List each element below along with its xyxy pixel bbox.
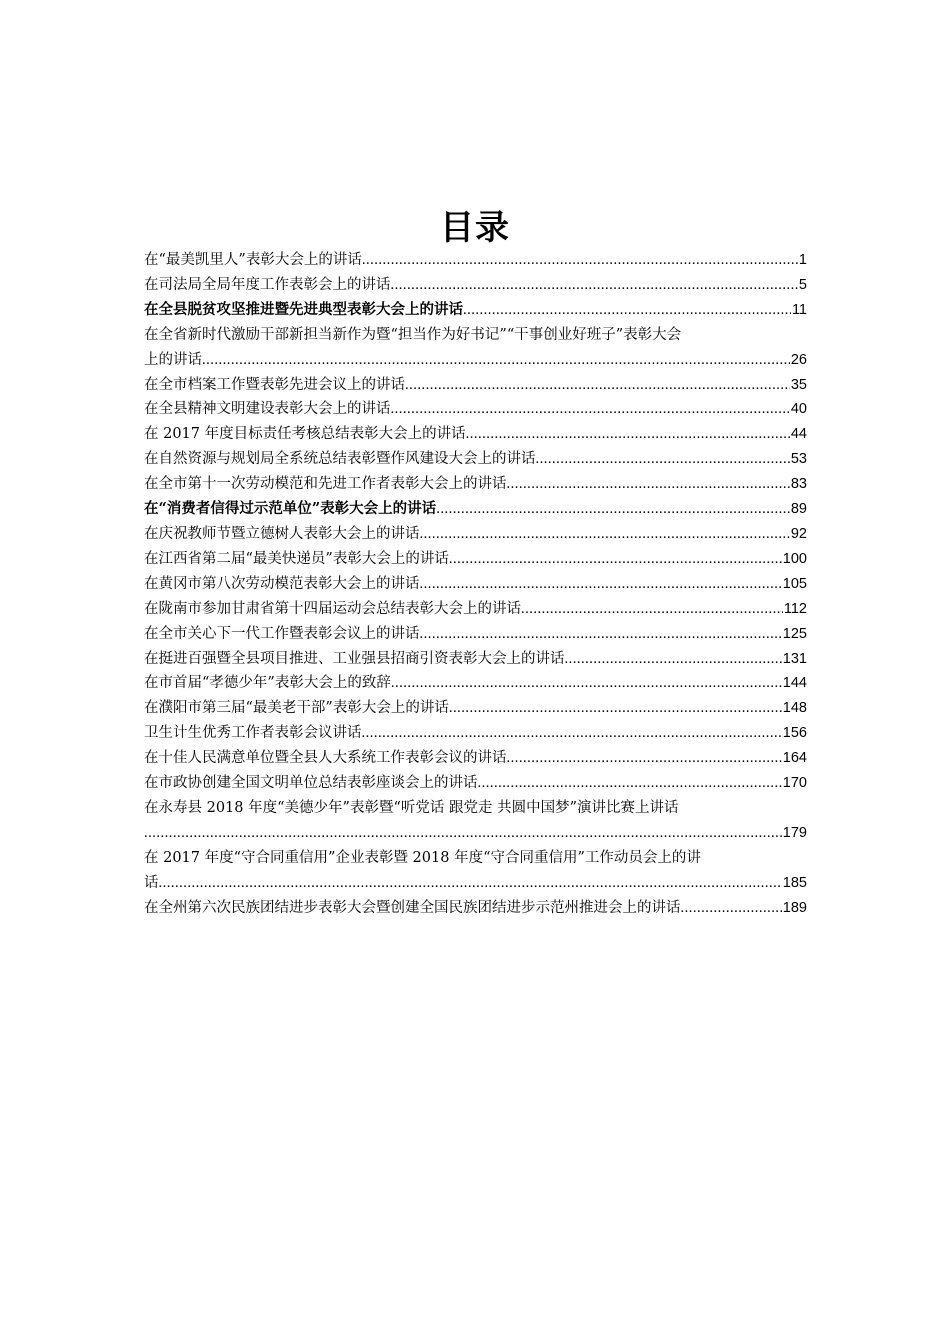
toc-entry[interactable] xyxy=(144,721,807,746)
toc-entry-title: 在“最美凯里人”表彰大会上的讲话 xyxy=(144,252,362,268)
dot-leader xyxy=(391,273,798,298)
toc-entry-title: 在十佳人民满意单位暨全县人大系统工作表彰会议的讲话 xyxy=(144,750,507,767)
toc-entry-row xyxy=(144,572,807,597)
toc-entry-row xyxy=(144,871,807,896)
toc-entry-row xyxy=(144,647,807,672)
toc-entry-title: 话 xyxy=(144,874,159,891)
toc-entry-title: 在全市关心下一代工作暨表彰会议上的讲话 xyxy=(144,625,420,642)
toc-entry[interactable] xyxy=(144,472,807,497)
dot-leader xyxy=(144,821,782,846)
dot-leader xyxy=(463,298,791,323)
dot-leader xyxy=(565,647,782,672)
toc-entry[interactable] xyxy=(144,771,807,796)
toc-entry[interactable] xyxy=(144,422,807,447)
dot-leader xyxy=(681,896,782,921)
toc-entry-row xyxy=(144,671,807,696)
toc-entry[interactable] xyxy=(144,572,807,597)
toc-entry-page-number: 125 xyxy=(782,625,807,642)
toc-entry[interactable] xyxy=(144,323,807,373)
toc-entry-row xyxy=(144,746,807,771)
toc-entry[interactable] xyxy=(144,447,807,472)
toc-entry-row xyxy=(144,771,807,796)
toc-entry-row xyxy=(144,248,807,273)
toc-entry-page-number: 189 xyxy=(782,899,807,916)
toc-entry-row xyxy=(144,522,807,547)
toc-entry-page-number: 156 xyxy=(782,725,807,742)
toc-entry-title: 在全县脱贫攻坚推进暨先进典型表彰大会上的讲话 xyxy=(144,300,463,318)
toc-entry-title: 在“消费者信得过示范单位”表彰大会上的讲话 xyxy=(144,500,437,518)
toc-entry[interactable] xyxy=(144,547,807,572)
toc-entry-title: 在陇南市参加甘肃省第十四届运动会总结表彰大会上的讲话 xyxy=(144,600,521,617)
toc-entry[interactable] xyxy=(144,397,807,422)
toc-entry-page-number: 92 xyxy=(790,525,807,542)
toc-entry-title: 在庆祝教师节暨立德树人表彰大会上的讲话 xyxy=(144,525,420,542)
toc-entry[interactable] xyxy=(144,671,807,696)
toc-entry[interactable] xyxy=(144,298,807,323)
toc-entry-page-number: 131 xyxy=(782,650,807,667)
toc-entry-row xyxy=(144,721,807,746)
toc-entry-page-number: 53 xyxy=(790,451,807,468)
dot-leader xyxy=(449,696,782,721)
dot-leader xyxy=(420,622,782,647)
toc-entry-row xyxy=(144,622,807,647)
toc-entry-row xyxy=(144,273,807,298)
toc-entry-row xyxy=(144,472,807,497)
toc-entry[interactable] xyxy=(144,373,807,398)
toc-entry-title-line: 在永寿县 2018 年度“美德少年”表彰暨“听党话 跟党走 共圆中国梦”演讲比赛上讲话 xyxy=(144,799,679,816)
toc-entry-page-number: 100 xyxy=(782,550,807,567)
toc-entry-row xyxy=(144,696,807,721)
toc-entry-page-number: 185 xyxy=(782,874,807,891)
toc-entry-page-number: 44 xyxy=(790,426,807,443)
toc-entry[interactable] xyxy=(144,522,807,547)
toc-entry-title: 在全市第十一次劳动模范和先进工作者表彰大会上的讲话 xyxy=(144,476,507,493)
toc-entry-title: 在 2017 年度目标责任考核总结表彰大会上的讲话 xyxy=(144,426,466,443)
dot-leader xyxy=(391,397,790,422)
toc-entry-row xyxy=(144,497,807,522)
toc-entry-page-number: 1 xyxy=(798,252,807,268)
dot-leader xyxy=(478,771,782,796)
toc-entry-row xyxy=(144,298,807,323)
toc-entry-page-number: 40 xyxy=(790,401,807,418)
toc-entry-page-number: 164 xyxy=(782,750,807,767)
toc-entry[interactable] xyxy=(144,273,807,298)
toc-entry-row xyxy=(144,447,807,472)
dot-leader xyxy=(420,572,782,597)
toc-entry-title: 在自然资源与规划局全系统总结表彰暨作风建设大会上的讲话 xyxy=(144,451,536,468)
dot-leader xyxy=(507,472,790,497)
toc-entry[interactable] xyxy=(144,696,807,721)
toc-entry[interactable] xyxy=(144,796,807,846)
toc-entry[interactable] xyxy=(144,497,807,522)
toc-entry[interactable] xyxy=(144,597,807,622)
toc-entry-title: 卫生计生优秀工作者表彰会议讲话 xyxy=(144,725,362,742)
toc-entry-title: 在全州第六次民族团结进步表彰大会暨创建全国民族团结进步示范州推进会上的讲话 xyxy=(144,899,681,916)
toc-entry-page-number: 26 xyxy=(790,351,807,368)
dot-leader xyxy=(159,871,782,896)
table-of-contents xyxy=(144,248,807,920)
dot-leader xyxy=(521,597,783,622)
toc-entry-page-number: 112 xyxy=(783,600,807,617)
toc-title: 目录 xyxy=(440,208,510,248)
toc-entry[interactable] xyxy=(144,622,807,647)
dot-leader xyxy=(449,547,782,572)
toc-entry-title: 在市政协创建全国文明单位总结表彰座谈会上的讲话 xyxy=(144,775,478,792)
toc-entry-row xyxy=(144,348,807,373)
toc-entry-row xyxy=(144,373,807,398)
toc-entry-page-number: 144 xyxy=(782,675,807,692)
toc-entry-title: 在濮阳市第三届“最美老干部”表彰大会上的讲话 xyxy=(144,700,449,717)
dot-leader xyxy=(202,348,790,373)
toc-entry-row xyxy=(144,547,807,572)
toc-entry-title: 上的讲话 xyxy=(144,351,202,368)
toc-entry[interactable] xyxy=(144,846,807,896)
dot-leader xyxy=(507,746,782,771)
dot-leader xyxy=(420,522,790,547)
toc-entry[interactable] xyxy=(144,896,807,921)
toc-entry-page-number: 148 xyxy=(782,700,807,717)
toc-entry[interactable] xyxy=(144,746,807,771)
toc-entry-title: 在全市档案工作暨表彰先进会议上的讲话 xyxy=(144,376,405,393)
dot-leader xyxy=(362,248,798,273)
toc-entry-title-line: 在 2017 年度“守合同重信用”企业表彰暨 2018 年度“守合同重信用”工作动员会上的讲 xyxy=(144,849,701,866)
toc-entry-row xyxy=(144,896,807,921)
toc-entry-row xyxy=(144,397,807,422)
toc-entry[interactable] xyxy=(144,647,807,672)
toc-entry-title: 在挺进百强暨全县项目推进、工业强县招商引资表彰大会上的讲话 xyxy=(144,650,565,667)
toc-entry-page-number: 179 xyxy=(782,824,807,841)
toc-entry-row xyxy=(144,422,807,447)
dot-leader xyxy=(466,422,790,447)
toc-entry-row xyxy=(144,821,807,846)
dot-leader xyxy=(362,721,782,746)
toc-entry-page-number: 5 xyxy=(798,276,807,293)
dot-leader xyxy=(405,373,790,398)
toc-entry-page-number: 170 xyxy=(782,775,807,792)
dot-leader xyxy=(436,497,790,522)
toc-entry-title: 在司法局全局年度工作表彰会上的讲话 xyxy=(144,276,391,293)
toc-entry-title: 在江西省第二届“最美快递员”表彰大会上的讲话 xyxy=(144,550,449,567)
toc-entry[interactable] xyxy=(144,248,807,273)
toc-entry-row xyxy=(144,597,807,622)
toc-entry-page-number: 89 xyxy=(790,501,807,518)
dot-leader xyxy=(536,447,790,472)
toc-entry-page-number: 35 xyxy=(790,376,807,393)
toc-entry-title: 在市首届“孝德少年”表彰大会上的致辞 xyxy=(144,675,391,692)
toc-entry-title-line: 在全省新时代激励干部新担当新作为暨“担当作为好书记”“干事创业好班子”表彰大会 xyxy=(144,326,682,343)
dot-leader xyxy=(391,671,782,696)
toc-entry-page-number: 11 xyxy=(791,301,807,318)
toc-entry-title: 在全县精神文明建设表彰大会上的讲话 xyxy=(144,401,391,418)
toc-entry-title: 在黄冈市第八次劳动模范表彰大会上的讲话 xyxy=(144,575,420,592)
toc-entry-page-number: 105 xyxy=(782,575,807,592)
toc-entry-page-number: 83 xyxy=(790,476,807,493)
